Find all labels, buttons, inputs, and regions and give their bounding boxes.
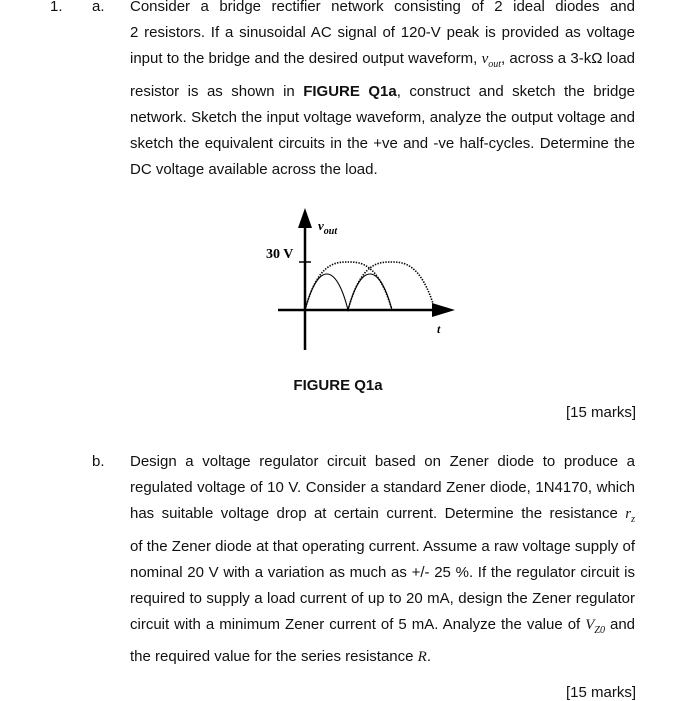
part-b-marks: [15 marks]	[565, 684, 636, 701]
part-b-line-4: of the Zener diode at that operating current. Assume a raw voltage supply of	[130, 537, 635, 555]
vout-symbol: $v_{out}$	[481, 51, 502, 71]
waveform-pulse-1	[305, 262, 392, 310]
part-b-line-8: the required value for the series resistance R.	[130, 648, 431, 666]
part-a-line-3: input to the bridge and the desired output waveform, $v_{out}$, across a 3-kΩ load	[130, 50, 636, 71]
part-b-line-6: required to supply a load current of up to 20 mA, design the Zener regulator	[130, 590, 635, 608]
waveform-pulse-2	[348, 262, 435, 310]
part-a-line-4: resistor is as shown in FIGURE Q1a, construct and sketch the bridge	[130, 82, 635, 100]
part-b-line-7: circuit with a minimum Zener current of 5 mA. Analyze the value of $V_{Z0}$ and	[130, 616, 636, 637]
x-label: t	[437, 322, 441, 336]
part-a-line-5: network. Sketch the input voltage waveform, analyze the output voltage and	[130, 108, 635, 126]
part-a-line-1: Consider a bridge rectifier network consisting of 2 ideal diodes and	[130, 0, 635, 15]
part-b-line-3: has suitable voltage drop at certain current. Determine the resistance $r_z$	[130, 505, 635, 526]
figure-caption: FIGURE Q1a	[293, 377, 383, 394]
part-b-line-1: Design a voltage regulator circuit based on Zener diode to produce a	[130, 453, 635, 470]
vz0-symbol: $V_{Z0}$	[585, 617, 605, 637]
figure-reference: FIGURE Q1a	[303, 82, 397, 100]
part-b-line-2: regulated voltage of 10 V. Consider a standard Zener diode, 1N4170, which	[130, 479, 635, 497]
part-a-marks: [15 marks]	[565, 404, 636, 421]
question-number: 1.	[50, 0, 63, 15]
part-b-line-5: nominal 20 V with a variation as much as +/- 25 %. If the regulator circuit is	[130, 563, 635, 581]
level-label: 30 V	[266, 247, 294, 262]
part-b-text	[130, 449, 635, 671]
rz-symbol: $r_z$	[625, 506, 635, 526]
part-a-label: a.	[92, 0, 105, 15]
part-a-line-2: 2 resistors. If a sinusoidal AC signal of 120-V peak is provided as voltage	[130, 24, 635, 42]
y-label: $v_{out}$	[318, 218, 338, 237]
y-axis-arrow	[298, 208, 312, 228]
waveform-outline	[305, 274, 392, 310]
x-axis-arrow	[432, 303, 455, 317]
r-symbol: R	[417, 649, 427, 666]
part-b-label: b.	[92, 453, 105, 470]
part-a-line-6: sketch the equivalent circuits in the +ve and -ve half-cycles. Determine the	[130, 135, 635, 153]
part-a-line-7: DC voltage available across the load.	[130, 161, 378, 179]
